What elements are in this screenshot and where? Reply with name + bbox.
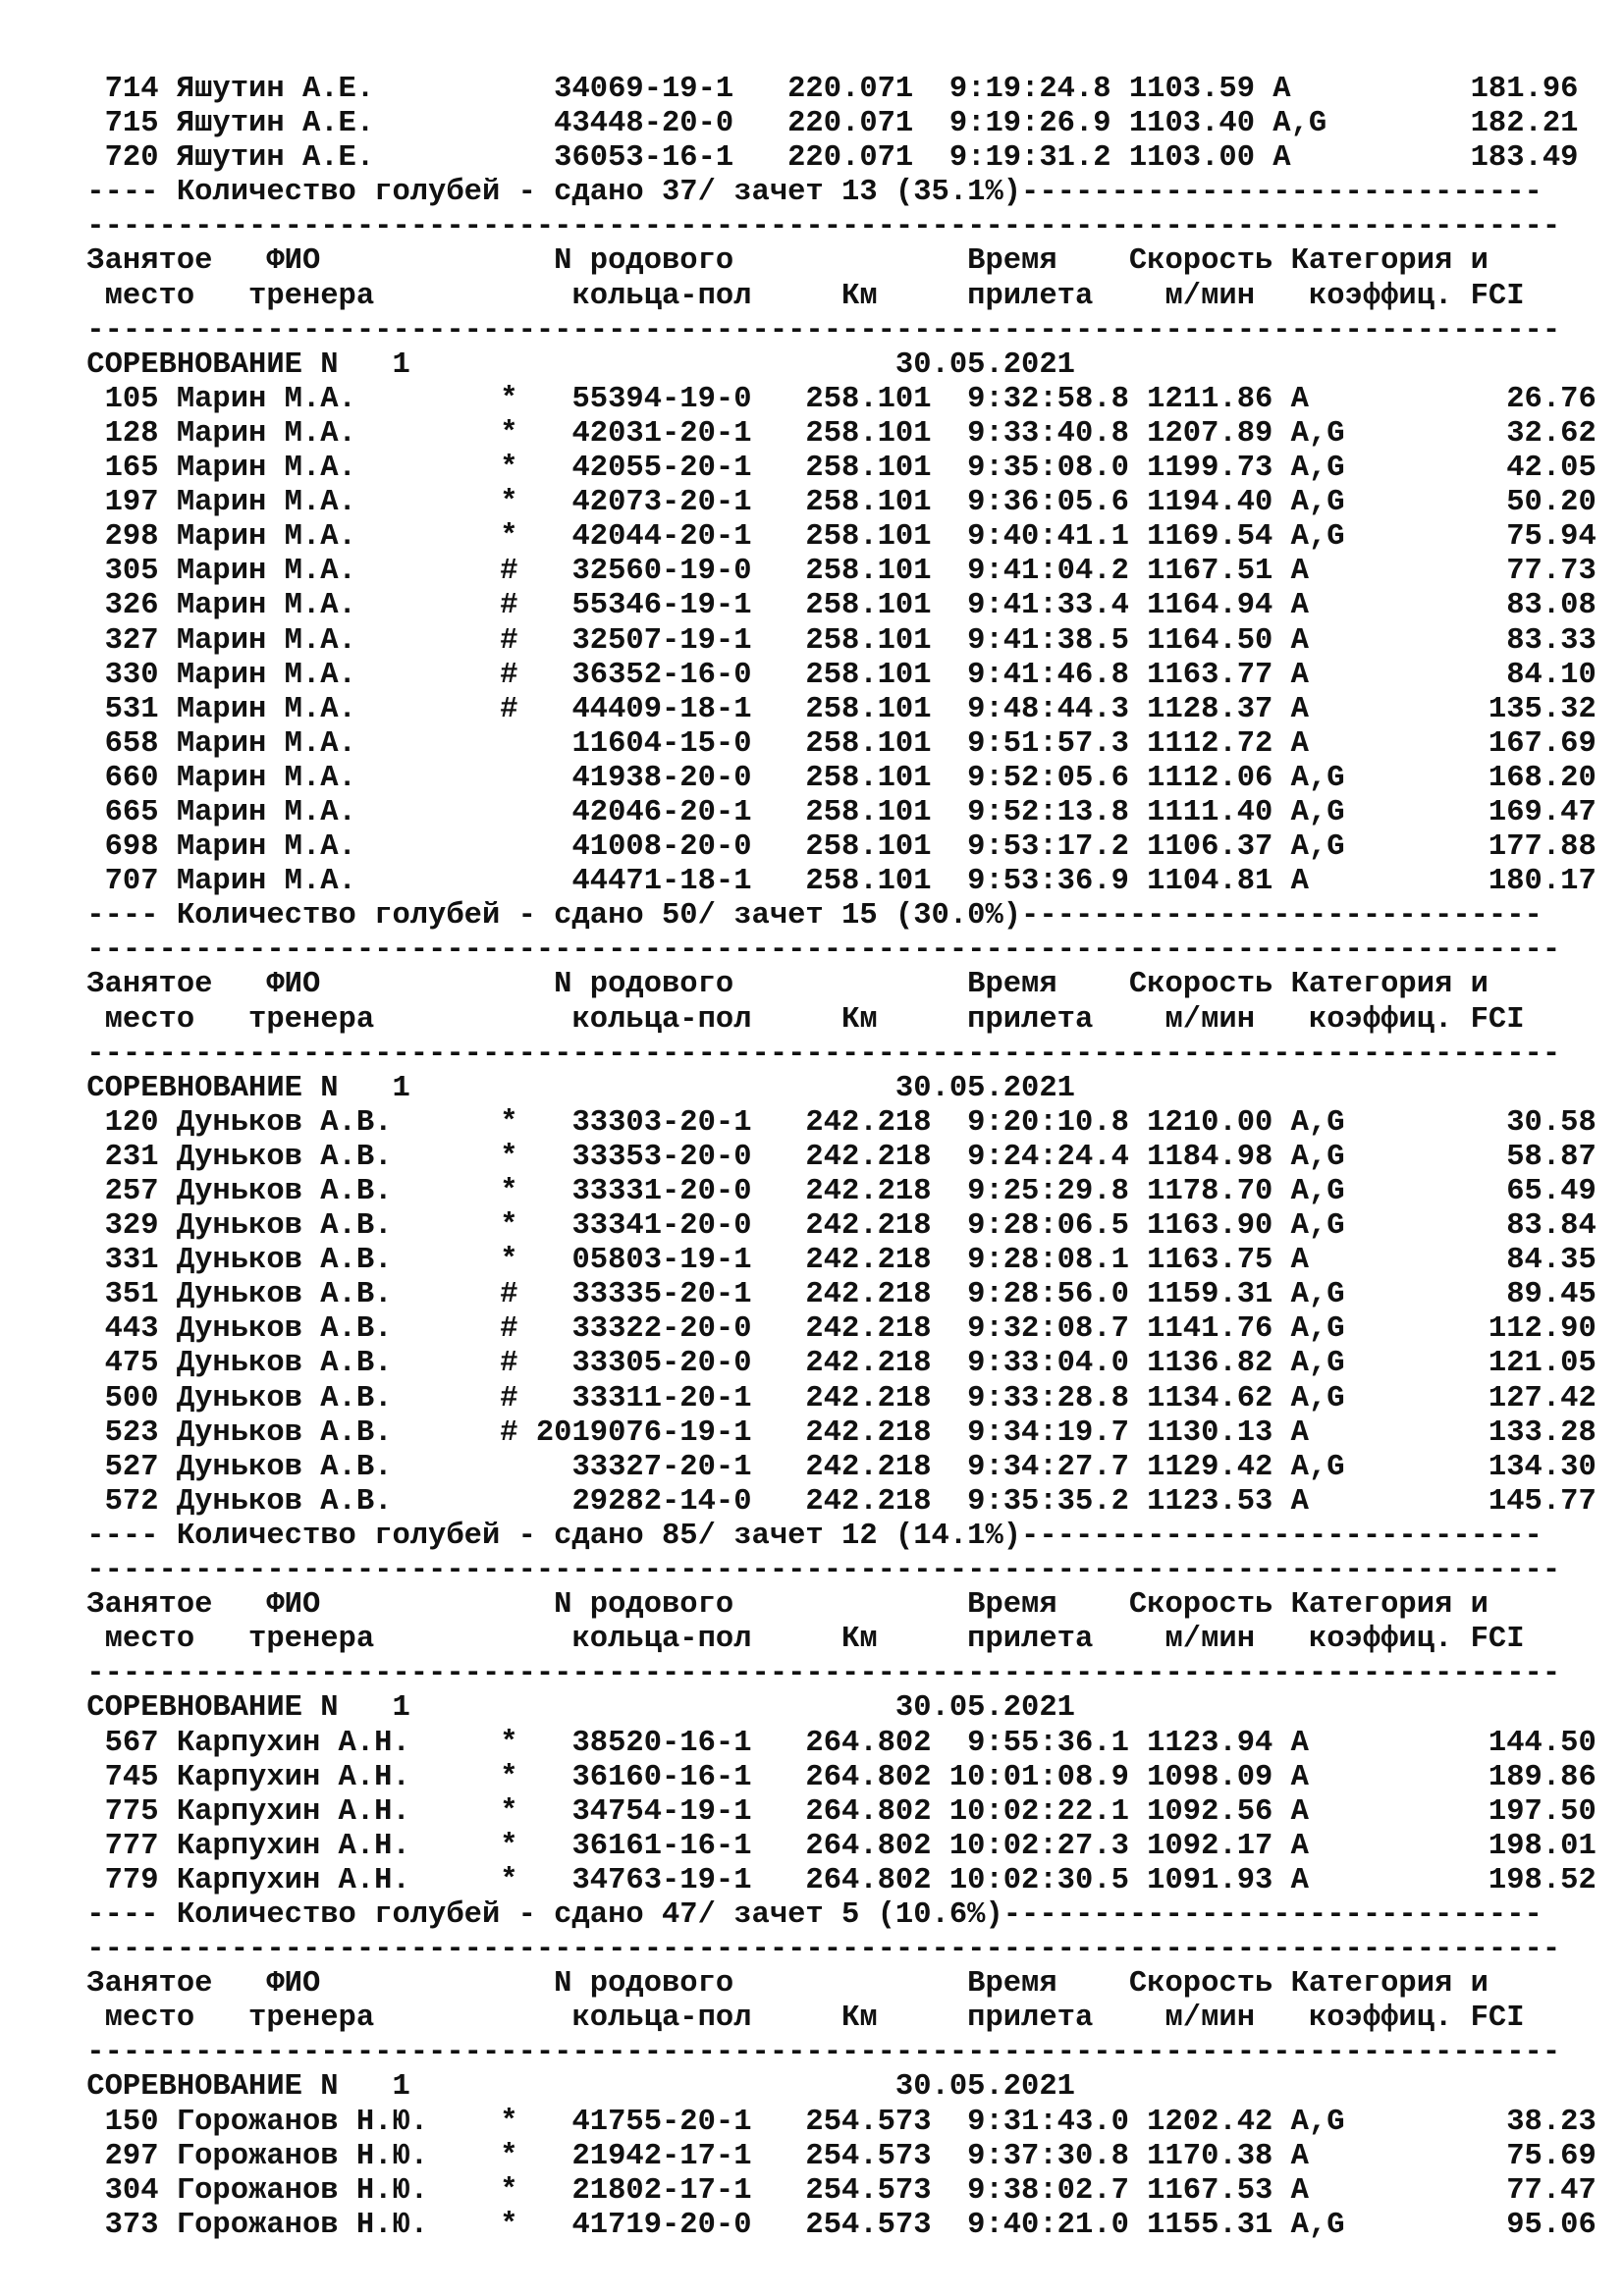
result-row: 779 Карпухин А.Н. * 34763-19-1 264.802 10:02:30.5 1091.93 A 198.52 [69,1863,1597,1897]
separator-line: ---------------------------------------------------------------------------------- [69,313,1561,347]
separator-line: ---------------------------------------------------------------------------------- [69,2036,1561,2070]
result-row: 475 Дуньков А.В. # 33305-20-0 242.218 9:33:04.0 1136.82 A,G 121.05 [69,1347,1597,1381]
column-header-line-1: Занятое ФИО N родового Время Скорость Категория и [69,1967,1489,2002]
result-row: 660 Марин М.А. 41938-20-0 258.101 9:52:05.6 1112.06 A,G 168.20 [69,761,1597,795]
separator-line: ---------------------------------------------------------------------------------- [69,1657,1561,1691]
competition-header: СОРЕВНОВАНИЕ N 1 30.05.2021 [69,347,1075,382]
summary-line: ---- Количество голубей - сдано 37/ зачет 13 (35.1%)----------------------------- [69,176,1543,210]
separator-line: ---------------------------------------------------------------------------------- [69,1933,1561,1967]
summary-line: ---- Количество голубей - сдано 50/ зачет 15 (30.0%)----------------------------- [69,899,1543,934]
result-row: 326 Марин М.А. # 55346-19-1 258.101 9:41:33.4 1164.94 A 83.08 [69,589,1597,623]
result-row: 128 Марин М.А. * 42031-20-1 258.101 9:33:40.8 1207.89 A,G 32.62 [69,416,1597,451]
competition-header: СОРЕВНОВАНИЕ N 1 30.05.2021 [69,1691,1075,1726]
separator-line: ---------------------------------------------------------------------------------- [69,934,1561,968]
result-row: 500 Дуньков А.В. # 33311-20-1 242.218 9:33:28.8 1134.62 A,G 127.42 [69,1381,1597,1415]
result-row: 698 Марин М.А. 41008-20-0 258.101 9:53:17.2 1106.37 A,G 177.88 [69,830,1597,865]
result-row: 327 Марин М.А. # 32507-19-1 258.101 9:41:38.5 1164.50 A 83.33 [69,623,1597,658]
result-row: 197 Марин М.А. * 42073-20-1 258.101 9:36:05.6 1194.40 A,G 50.20 [69,486,1597,520]
result-row: 567 Карпухин А.Н. * 38520-16-1 264.802 9:55:36.1 1123.94 A 144.50 [69,1726,1597,1760]
column-header-line-2: место тренера кольца-пол Км прилета м/мин коэффиц. FCI [69,1623,1525,1657]
result-row: 777 Карпухин А.Н. * 36161-16-1 264.802 10:02:27.3 1092.17 A 198.01 [69,1829,1597,1863]
result-row: 531 Марин М.А. # 44409-18-1 258.101 9:48:44.3 1128.37 A 135.32 [69,692,1597,726]
summary-line: ---- Количество голубей - сдано 85/ зачет 12 (14.1%)----------------------------- [69,1519,1543,1553]
separator-line: ---------------------------------------------------------------------------------- [69,1554,1561,1588]
results-printout [69,73,1597,2243]
result-row: 165 Марин М.А. * 42055-20-1 258.101 9:35:08.0 1199.73 A,G 42.05 [69,452,1597,486]
summary-line: ---- Количество голубей - сдано 47/ зачет 5 (10.6%)------------------------------ [69,1897,1543,1932]
result-row: 523 Дуньков А.В. # 2019076-19-1 242.218 9:34:19.7 1130.13 A 133.28 [69,1415,1597,1450]
result-row: 443 Дуньков А.В. # 33322-20-0 242.218 9:32:08.7 1141.76 A,G 112.90 [69,1312,1597,1347]
result-row: 527 Дуньков А.В. 33327-20-1 242.218 9:34:27.7 1129.42 A,G 134.30 [69,1450,1597,1484]
result-row: 150 Горожанов Н.Ю. * 41755-20-1 254.573 9:31:43.0 1202.42 A,G 38.23 [69,2105,1597,2139]
competition-header: СОРЕВНОВАНИЕ N 1 30.05.2021 [69,1071,1075,1105]
result-row: 257 Дуньков А.В. * 33331-20-0 242.218 9:25:29.8 1178.70 A,G 65.49 [69,1175,1597,1208]
result-row: 105 Марин М.А. * 55394-19-0 258.101 9:32:58.8 1211.86 A 26.76 [69,382,1597,416]
result-row: 231 Дуньков А.В. * 33353-20-0 242.218 9:24:24.4 1184.98 A,G 58.87 [69,1140,1597,1174]
result-row: 745 Карпухин А.Н. * 36160-16-1 264.802 10:01:08.9 1098.09 A 189.86 [69,1760,1597,1794]
separator-line: ---------------------------------------------------------------------------------- [69,1037,1561,1071]
column-header-line-1: Занятое ФИО N родового Время Скорость Категория и [69,968,1489,1002]
result-row: 572 Дуньков А.В. 29282-14-0 242.218 9:35:35.2 1123.53 A 145.77 [69,1484,1597,1519]
column-header-line-2: место тренера кольца-пол Км прилета м/мин коэффиц. FCI [69,1002,1525,1037]
column-header-line-1: Занятое ФИО N родового Время Скорость Категория и [69,244,1489,279]
result-row: 775 Карпухин А.Н. * 34754-19-1 264.802 10:02:22.1 1092.56 A 197.50 [69,1794,1597,1829]
result-row: 715 Яшутин А.Е. 43448-20-0 220.071 9:19:26.9 1103.40 A,G 182.21 [69,107,1579,141]
result-row: 297 Горожанов Н.Ю. * 21942-17-1 254.573 9:37:30.8 1170.38 A 75.69 [69,2139,1597,2173]
result-row: 120 Дуньков А.В. * 33303-20-1 242.218 9:20:10.8 1210.00 A,G 30.58 [69,1105,1597,1140]
result-row: 331 Дуньков А.В. * 05803-19-1 242.218 9:28:08.1 1163.75 A 84.35 [69,1244,1597,1278]
result-row: 714 Яшутин А.Е. 34069-19-1 220.071 9:19:24.8 1103.59 A 181.96 [69,73,1579,106]
result-row: 298 Марин М.А. * 42044-20-1 258.101 9:40:41.1 1169.54 A,G 75.94 [69,520,1597,555]
column-header-line-2: место тренера кольца-пол Км прилета м/мин коэффиц. FCI [69,279,1525,313]
result-row: 665 Марин М.А. 42046-20-1 258.101 9:52:13.8 1111.40 A,G 169.47 [69,795,1597,829]
competition-header: СОРЕВНОВАНИЕ N 1 30.05.2021 [69,2070,1075,2105]
result-row: 658 Марин М.А. 11604-15-0 258.101 9:51:57.3 1112.72 A 167.69 [69,726,1597,761]
result-row: 720 Яшутин А.Е. 36053-16-1 220.071 9:19:31.2 1103.00 A 183.49 [69,141,1579,176]
column-header-line-2: место тренера кольца-пол Км прилета м/мин коэффиц. FCI [69,2002,1525,2036]
result-row: 373 Горожанов Н.Ю. * 41719-20-0 254.573 9:40:21.0 1155.31 A,G 95.06 [69,2208,1597,2242]
result-row: 707 Марин М.А. 44471-18-1 258.101 9:53:36.9 1104.81 A 180.17 [69,865,1597,899]
result-row: 305 Марин М.А. # 32560-19-0 258.101 9:41:04.2 1167.51 A 77.73 [69,555,1597,589]
result-row: 304 Горожанов Н.Ю. * 21802-17-1 254.573 9:38:02.7 1167.53 A 77.47 [69,2173,1597,2208]
column-header-line-1: Занятое ФИО N родового Время Скорость Категория и [69,1588,1489,1623]
result-row: 330 Марин М.А. # 36352-16-0 258.101 9:41:46.8 1163.77 A 84.10 [69,658,1597,692]
separator-line: ---------------------------------------------------------------------------------- [69,210,1561,244]
result-row: 329 Дуньков А.В. * 33341-20-0 242.218 9:28:06.5 1163.90 A,G 83.84 [69,1209,1597,1244]
result-row: 351 Дуньков А.В. # 33335-20-1 242.218 9:28:56.0 1159.31 A,G 89.45 [69,1278,1597,1312]
